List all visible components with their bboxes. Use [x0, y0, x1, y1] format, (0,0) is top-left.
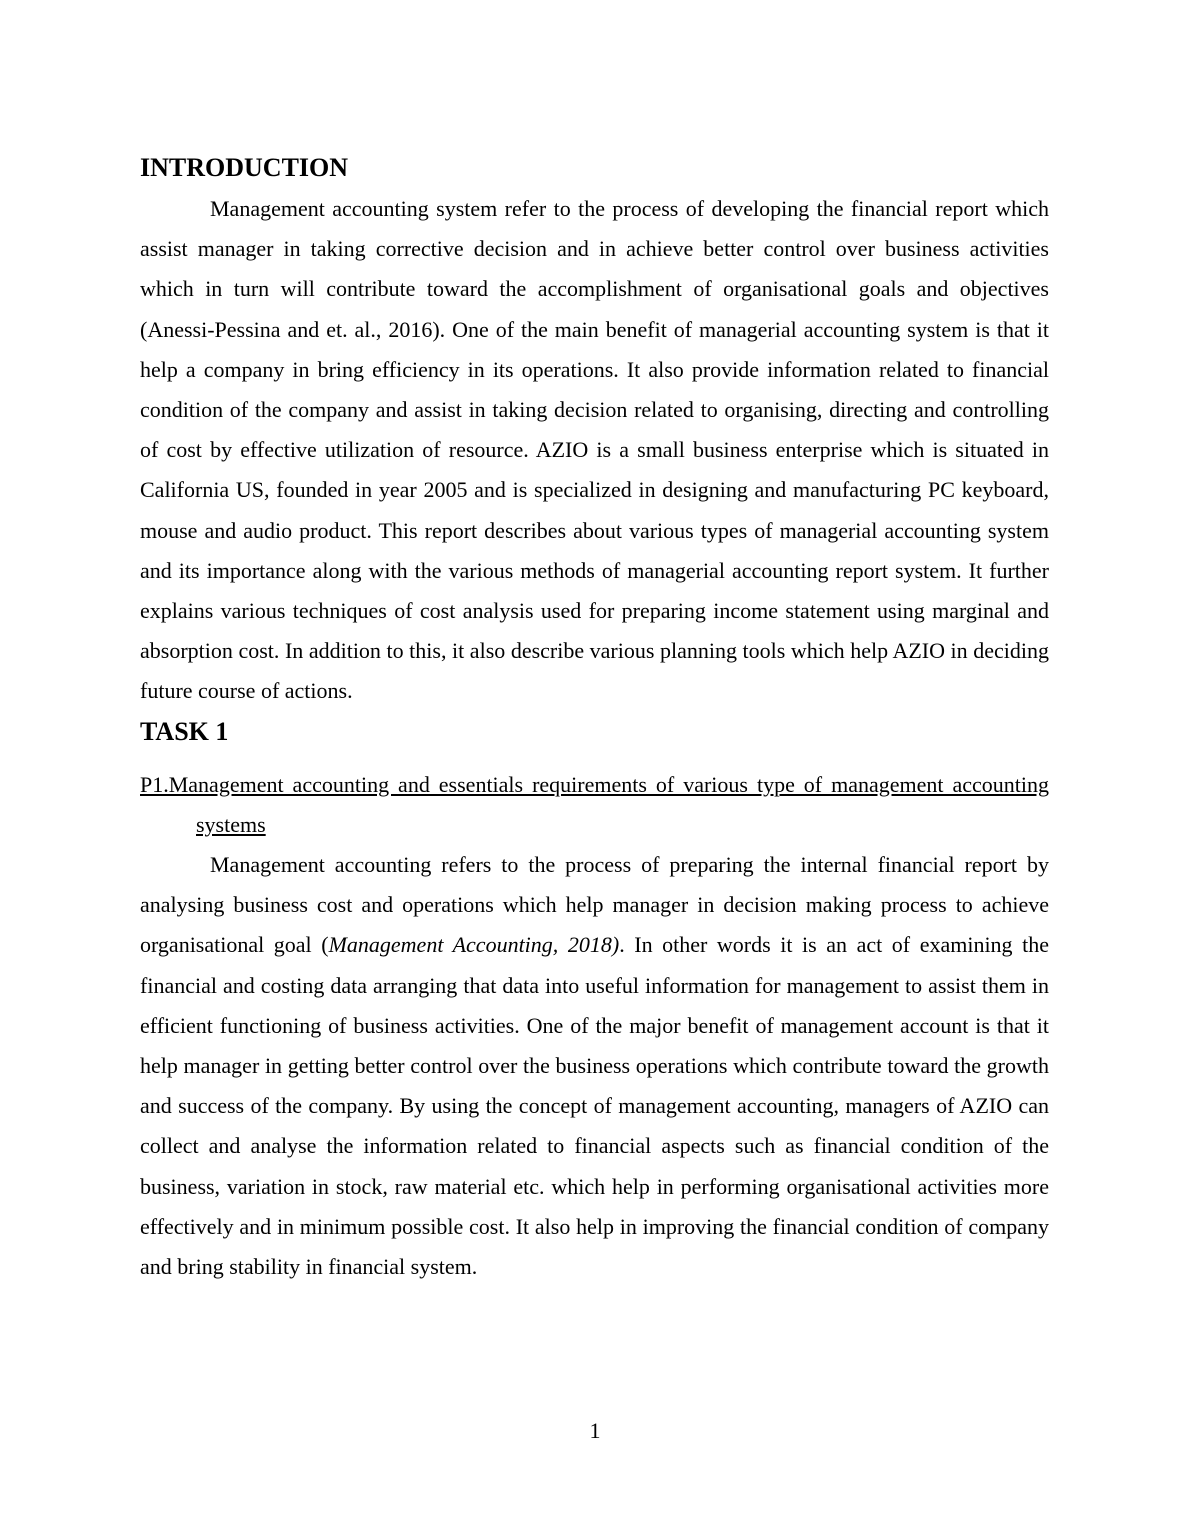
- task-1-paragraph-text-start: Management accounting refers to the process of preparing the internal financial report by analysing business cost and operations which help manager in decision making process to achieve organisational goal (: [140, 852, 1049, 958]
- page-number: 1: [589, 1418, 601, 1443]
- task-1-paragraph: [140, 845, 1049, 1287]
- task-1-citation: Management Accounting, 2018): [328, 932, 620, 958]
- introduction-heading: INTRODUCTION: [140, 153, 349, 182]
- page-content: [140, 148, 1049, 1287]
- task-1-paragraph-text-end: . In other words it is an act of examining the financial and costing data arranging that data into useful information for management to assist them in efficient functioning of business activities. One of the major benefit of management account is that it help manager in getting better control over the business operations which contribute toward the growth and success of the company. By using the concept of management accounting, managers of AZIO can collect and analyse the information related to financial aspects such as financial condition of the business, variation in stock, raw material etc. which help in performing organisational activities more effectively and in minimum possible cost. It also help in improving the financial condition of company and bring stability in financial system.: [140, 932, 1050, 1280]
- p1-subheading: P1.Management accounting and essentials requirements of various type of management accounting systems: [140, 771, 1049, 837]
- introduction-paragraph: Management accounting system refer to the process of developing the financial report which assist manager in taking corrective decision and in achieve better control over business activities which in turn will contribute toward the accomplishment of organisational goals and objectives (Anessi-Pessina and et. al., 2016). One of the main benefit of managerial accounting system is that it help a company in bring efficiency in its operations. It also provide information related to financial condition of the company and assist in taking decision related to organising, directing and controlling of cost by effective utilization of resource. AZIO is a small business enterprise which is situated in California US, founded in year 2005 and is specialized in designing and manufacturing PC keyboard, mouse and audio product. This report describes about various types of managerial accounting system and its importance along with the various methods of managerial accounting report system. It further explains various techniques of cost analysis used for preparing income statement using marginal and absorption cost. In addition to this, it also describe various planning tools which help AZIO in deciding future course of actions.: [140, 196, 1049, 704]
- task-1-heading: TASK 1: [140, 716, 229, 746]
